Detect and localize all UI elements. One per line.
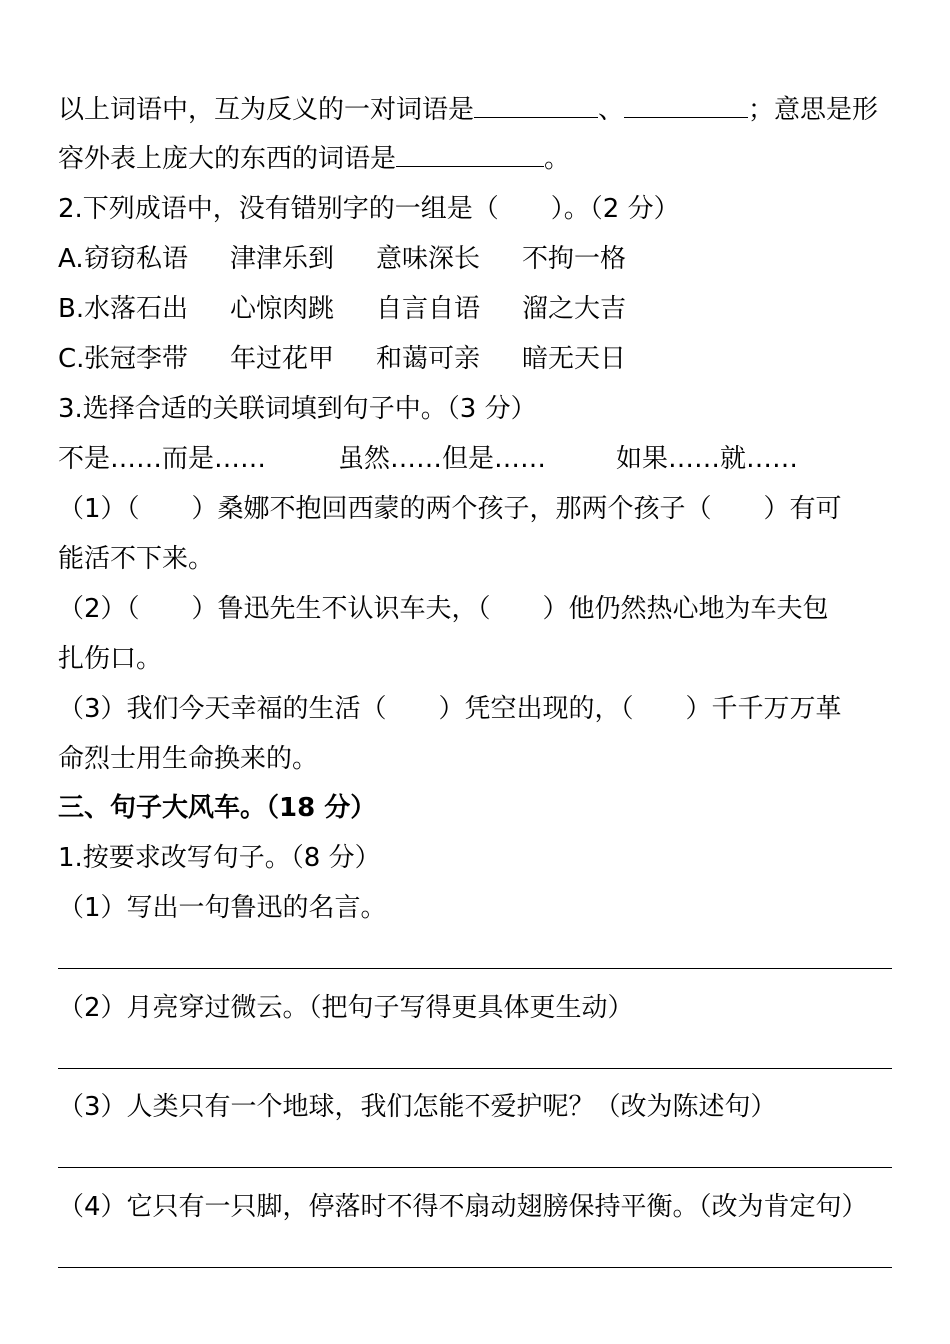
idiom: 津津乐到: [230, 244, 335, 274]
rewrite-item-1: （1）写出一句鲁迅的名言。: [58, 893, 387, 923]
q2-option-b: [58, 289, 626, 329]
idiom: 水落石出: [84, 294, 189, 324]
option-label: B.: [58, 294, 85, 324]
conjunction-pair: 虽然……但是……: [338, 444, 547, 474]
idiom: 不拘一格: [522, 244, 627, 274]
option-label: A.: [58, 244, 84, 274]
antonym-blank-1[interactable]: [474, 91, 598, 118]
answer-line-4[interactable]: [58, 1267, 892, 1268]
q2-stem: 2.下列成语中，没有错别字的一组是（ ）。（2 分）: [58, 194, 680, 224]
conjunction-pair: 如果……就……: [616, 444, 799, 474]
idiom: 暗无天日: [522, 344, 627, 374]
answer-line-3[interactable]: [58, 1167, 892, 1168]
conjunction-pair: 不是……而是……: [58, 444, 267, 474]
q3-stem: 3.选择合适的关联词填到句子中。（3 分）: [58, 394, 537, 424]
idiom: 和蔼可亲: [376, 344, 481, 374]
antonym-blank-2[interactable]: [624, 91, 748, 118]
huge-word-blank[interactable]: [396, 140, 544, 167]
q2-option-a: [58, 239, 626, 279]
answer-line-2[interactable]: [58, 1068, 892, 1069]
q2-option-c: [58, 339, 626, 379]
option-label: C.: [58, 344, 85, 374]
idiom: 溜之大吉: [522, 294, 627, 324]
q3-sentence-3-line-1: （3）我们今天幸福的生活（ ）凭空出现的，（ ）千千万万革: [58, 694, 842, 724]
answer-line-1[interactable]: [58, 968, 892, 969]
idiom: 自言自语: [376, 294, 481, 324]
section-3-title: 三、句子大风车。（18 分）: [58, 793, 377, 823]
q1-tail-end: 。: [544, 144, 571, 174]
rewrite-item-4: （4）它只有一只脚，停落时不得不扇动翅膀保持平衡。（改为肯定句）: [58, 1192, 868, 1222]
idiom: 窃窃私语: [84, 244, 189, 274]
q1-tail-text-2: 容外表上庞大的东西的词语是: [58, 144, 397, 174]
q3-sentence-2-line-1: （2）（ ）鲁迅先生不认识车夫，（ ）他仍然热心地为车夫包: [58, 594, 829, 624]
idiom: 意味深长: [376, 244, 481, 274]
section-3-q1-stem: 1.按要求改写句子。（8 分）: [58, 843, 381, 873]
q1-tail-line-2: [58, 139, 570, 179]
rewrite-item-2: （2）月亮穿过微云。（把句子写得更具体更生动）: [58, 993, 634, 1023]
q1-tail-line-1: [58, 90, 878, 130]
q1-tail-suffix: ；意思是形: [748, 95, 879, 125]
q1-tail-text: 以上词语中，互为反义的一对词语是: [58, 95, 475, 125]
q3-sentence-3-line-2: 命烈士用生命换来的。: [58, 744, 319, 774]
idiom: 心惊肉跳: [230, 294, 335, 324]
q3-word-bank: [58, 439, 798, 479]
q3-sentence-1-line-1: （1）（ ）桑娜不抱回西蒙的两个孩子，那两个孩子（ ）有可: [58, 494, 842, 524]
idiom: 年过花甲: [230, 344, 335, 374]
q3-sentence-1-line-2: 能活不下来。: [58, 544, 215, 574]
separator: 、: [598, 95, 625, 125]
idiom: 张冠李带: [84, 344, 189, 374]
q3-sentence-2-line-2: 扎伤口。: [58, 644, 163, 674]
rewrite-item-3: （3）人类只有一个地球，我们怎能不爱护呢？（改为陈述句）: [58, 1092, 777, 1122]
